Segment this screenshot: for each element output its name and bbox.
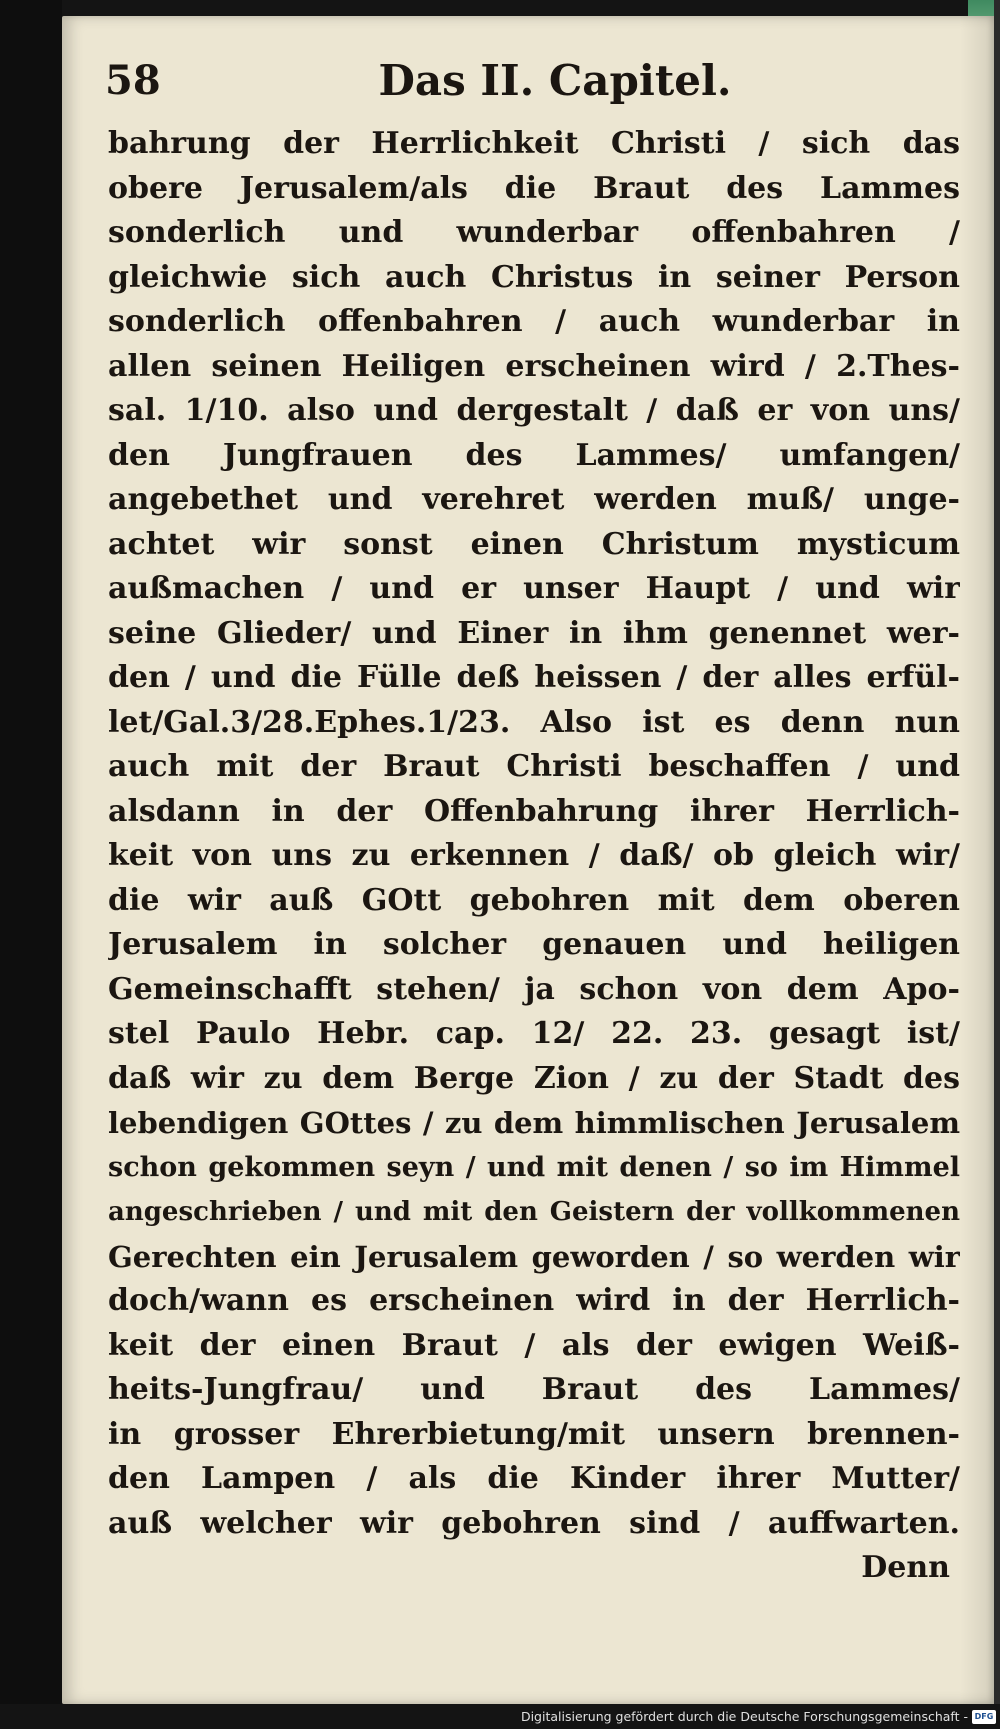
- text-line: Gerechten ein Jerusalem geworden / so werden wir: [108, 1239, 960, 1274]
- text-line: sal. 1/10. also und dergestalt / daß er von uns/: [108, 393, 960, 428]
- text-line: auß welcher wir gebohren sind / auffwarten.: [108, 1505, 960, 1541]
- scan-background-right: [994, 0, 1000, 1729]
- text-line: in grosser Ehrerbietung/mit unsern brennen-: [108, 1416, 960, 1452]
- scan-background-left: [0, 0, 62, 1729]
- text-line: den Lampen / als die Kinder ihrer Mutter/: [108, 1461, 960, 1496]
- running-head: Das II. Capitel.: [378, 56, 732, 105]
- text-body: [108, 122, 960, 1591]
- text-line: lebendigen GOttes / zu dem himmlischen Jerusalem: [108, 1106, 960, 1140]
- text-line: Gemeinschafft stehen/ ja schon von dem Apo-: [108, 971, 960, 1007]
- text-line: let/Gal.3/28.Ephes.1/23. Also ist es denn nun: [108, 704, 960, 740]
- page-header: [105, 50, 960, 112]
- text-line: angebethet und verehret werden muß/ unge-: [108, 482, 960, 517]
- catchword: Denn: [861, 1550, 950, 1585]
- text-line: gleichwie sich auch Christus in seiner Person: [108, 259, 960, 295]
- text-line: alsdann in der Offenbahrung ihrer Herrlich-: [108, 793, 960, 829]
- text-line: bahrung der Herrlichkeit Christi / sich das: [108, 126, 960, 161]
- text-line: außmachen / und er unser Haupt / und wir: [108, 571, 960, 606]
- text-line: heits-Jungfrau/ und Braut des Lammes/: [108, 1372, 960, 1407]
- text-line: daß wir zu dem Berge Zion / zu der Stadt des: [108, 1060, 960, 1096]
- text-line: angeschrieben / und mit den Geistern der vollkommenen: [108, 1197, 960, 1227]
- text-line: die wir auß GOtt gebohren mit dem oberen: [108, 882, 960, 918]
- funding-credit: Digitalisierung gefördert durch die Deutsche Forschungsgemeinschaft -: [520, 1709, 968, 1724]
- page-number: 58: [105, 57, 161, 104]
- text-line: den Jungfrauen des Lammes/ umfangen/: [108, 437, 960, 473]
- text-line: keit von uns zu erkennen / daß/ ob gleich wir/: [108, 838, 960, 873]
- text-line: den / und die Fülle deß heissen / der alles erfül-: [108, 660, 960, 695]
- text-line: schon gekommen seyn / und mit denen / so im Himmel: [108, 1151, 960, 1183]
- text-line: sonderlich offenbahren / auch wunderbar in: [108, 304, 960, 339]
- text-line: Jerusalem in solcher genauen und heiligen: [108, 927, 960, 962]
- text-line: seine Glieder/ und Einer in ihm genennet wer-: [108, 615, 960, 651]
- footer-bar: [0, 1704, 1000, 1729]
- text-line: achtet wir sonst einen Christum mysticum: [108, 526, 960, 562]
- text-line: keit der einen Braut / als der ewigen Weiß-: [108, 1327, 960, 1363]
- text-line: sonderlich und wunderbar offenbahren /: [108, 215, 960, 250]
- dfg-logo: DFG: [972, 1710, 996, 1724]
- text-line: stel Paulo Hebr. cap. 12/ 22. 23. gesagt ist/: [108, 1016, 960, 1051]
- text-line: auch mit der Braut Christi beschaffen / und: [108, 749, 960, 784]
- text-line: obere Jerusalem/als die Braut des Lammes: [108, 170, 960, 206]
- text-line: allen seinen Heiligen erscheinen wird / 2.Thes-: [108, 348, 960, 384]
- text-line: doch/wann es erscheinen wird in der Herrlich-: [108, 1283, 960, 1318]
- page-shadow: [960, 16, 994, 1704]
